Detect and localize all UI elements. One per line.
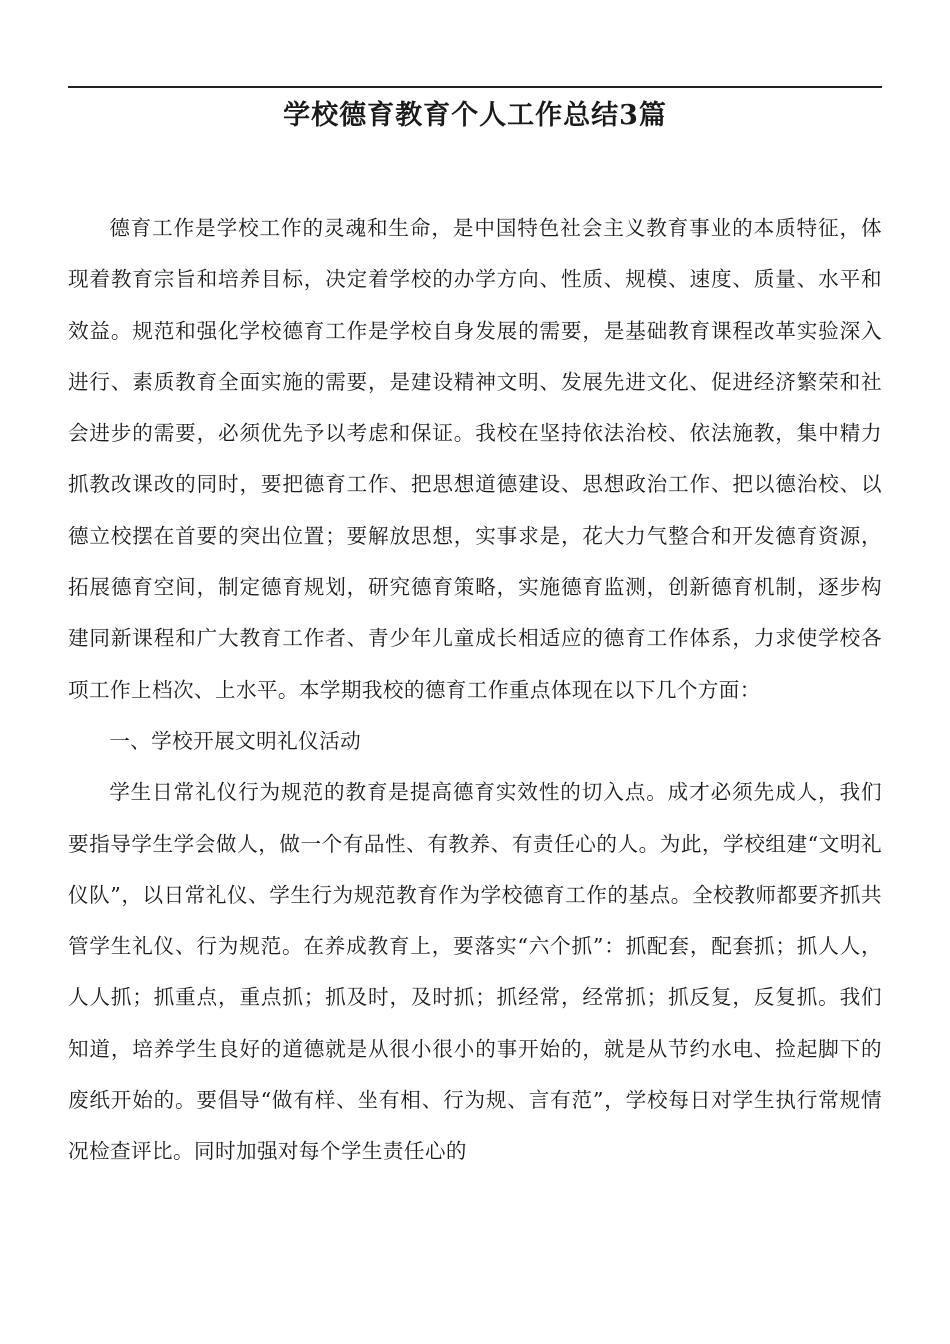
document-title: 学校德育教育个人工作总结3篇 (283, 100, 667, 131)
paragraph-section-1: 学生日常礼仪行为规范的教育是提高德育实效性的切入点。成才必须先成人，我们要指导学生学会做人，做一个有品性、有教养、有责任心的人。为此，学校组建“文明礼仪队”，以日常礼仪、学生行为规范教育作为学校德育工作的基点。全校教师都要齐抓共管学生礼仪、行为规范。在养成教育上，要落实“六个抓”：抓配套，配套抓；抓人人，人人抓；抓重点，重点抓；抓及时，及时抓；抓经常，经常抓；抓反复，反复抓。我们知道，培养学生良好的道德就是从很小很小的事开始的，就是从节约水电、捡起脚下的废纸开始的。要倡导“做有样、坐有相、行为规、言有范”，学校每日对学生执行常规情况检查评比。同时加强对每个学生责任心的 (68, 780, 882, 1164)
paragraph-intro: 德育工作是学校工作的灵魂和生命，是中国特色社会主义教育事业的本质特征，体现着教育宗旨和培养目标，决定着学校的办学方向、性质、规模、速度、质量、水平和效益。规范和强化学校德育工作是学校自身发展的需要，是基础教育课程改革实验深入进行、素质教育全面实施的需要，是建设精神文明、发展先进文化、促进经济繁荣和社会进步的需要，必须优先予以考虑和保证。我校在坚持依法治校、依法施教，集中精力抓教改课改的同时，要把德育工作、把思想道德建设、思想政治工作、把以德治校、以德立校摆在首要的突出位置；要解放思想，实事求是，花大力气整合和开发德育资源，拓展德育空间，制定德育规划，研究德育策略，实施德育监测，创新德育机制，逐步构建同新课程和广大教育工作者、青少年儿童成长相适应的德育工作体系，力求使学校各项工作上档次、上水平。本学期我校的德育工作重点体现在以下几个方面： (68, 216, 882, 702)
document-body (68, 203, 882, 1178)
section-heading-1: 一、学校开展文明礼仪活动 (109, 728, 362, 753)
header-rule (68, 86, 882, 88)
